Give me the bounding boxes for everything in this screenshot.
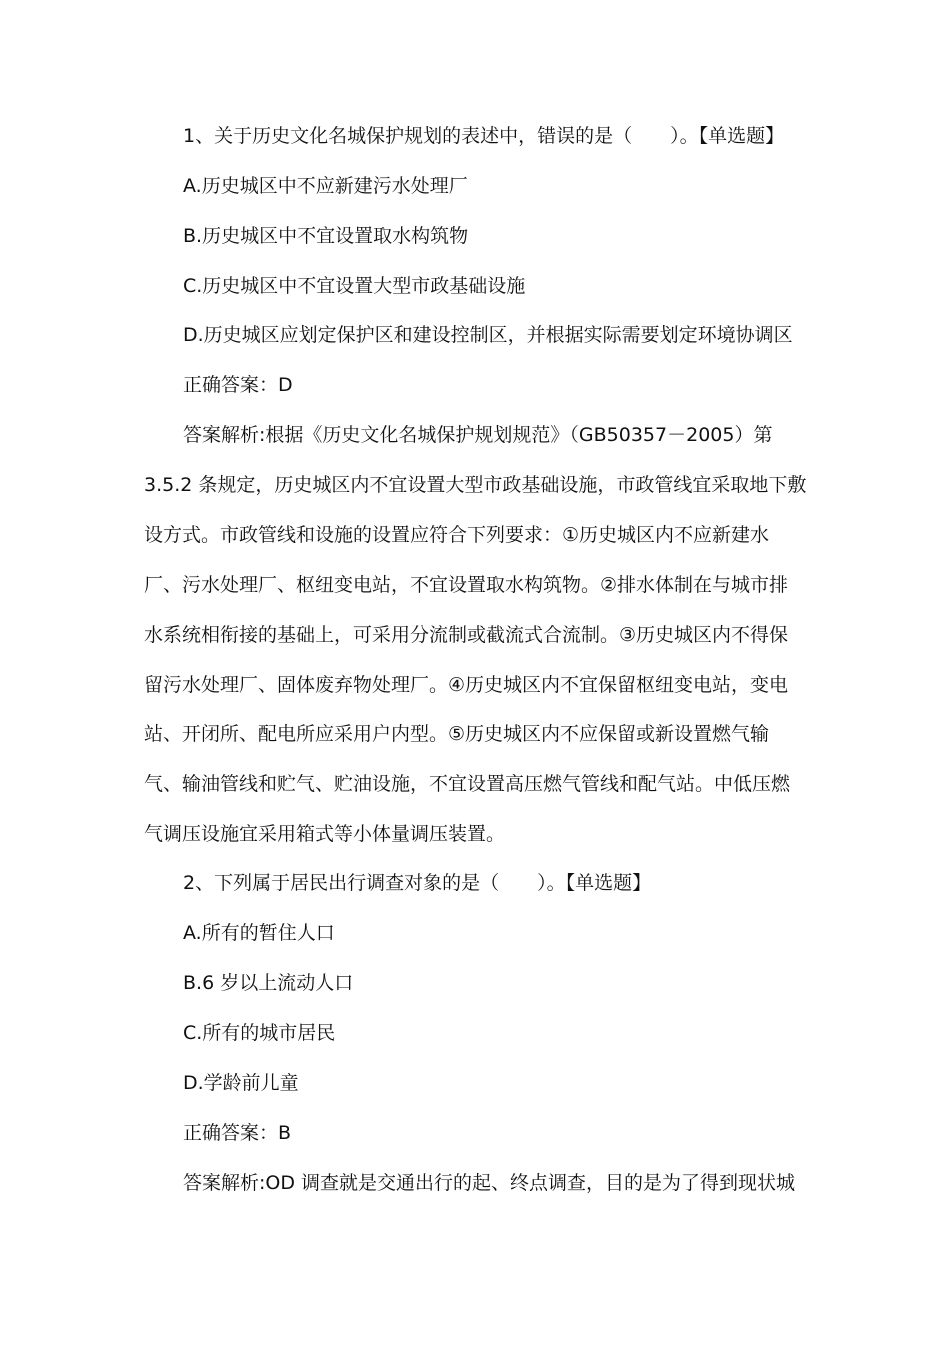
question-2-option-b: B.6 岁以上流动人口 [183, 972, 354, 994]
question-2-answer: 正确答案：B [183, 1122, 292, 1144]
question-1-analysis-line: 留污水处理厂、固体废弃物处理厂。④历史城区内不宜保留枢纽变电站，变电 [144, 674, 789, 696]
question-1-option-a: A.历史城区中不应新建污水处理厂 [183, 175, 468, 197]
question-1-analysis-line: 站、开闭所、配电所应采用户内型。⑤历史城区内不应保留或新设置燃气输 [144, 723, 770, 745]
question-1-answer: 正确答案：D [183, 374, 293, 396]
question-1-option-d: D.历史城区应划定保护区和建设控制区，并根据实际需要划定环境协调区 [183, 324, 793, 346]
question-1-analysis-line: 气、输油管线和贮气、贮油设施，不宜设置高压燃气管线和配气站。中低压燃 [144, 773, 791, 795]
question-2-option-d: D.学龄前儿童 [183, 1072, 299, 1094]
question-1-analysis-line: 气调压设施宜采用箱式等小体量调压装置。 [144, 823, 506, 845]
question-2-option-c: C.所有的城市居民 [183, 1022, 336, 1044]
question-1-analysis-line: 厂、污水处理厂、枢纽变电站，不宜设置取水构筑物。②排水体制在与城市排 [144, 574, 789, 596]
question-1-analysis-line: 设方式。市政管线和设施的设置应符合下列要求：①历史城区内不应新建水 [144, 524, 770, 546]
question-2-stem: 2、下列属于居民出行调查对象的是（ ）。【单选题】 [183, 872, 652, 894]
question-1-option-c: C.历史城区中不宜设置大型市政基础设施 [183, 275, 526, 297]
question-1-analysis-line: 3.5.2 条规定，历史城区内不宜设置大型市政基础设施，市政管线宜采取地下敷 [144, 474, 807, 496]
question-1-stem: 1、关于历史文化名城保护规划的表述中，错误的是（ ）。【单选题】 [183, 125, 785, 147]
question-1-option-b: B.历史城区中不宜设置取水构筑物 [183, 225, 469, 247]
question-2-option-a: A.所有的暂住人口 [183, 922, 335, 944]
question-2-analysis-line: 答案解析:OD 调查就是交通出行的起、终点调查，目的是为了得到现状城 [183, 1172, 796, 1194]
question-1-analysis-line: 答案解析:根据《历史文化名城保护规划规范》（GB50357－2005）第 [183, 424, 773, 446]
question-1-analysis-line: 水系统相衔接的基础上，可采用分流制或截流式合流制。③历史城区内不得保 [144, 624, 789, 646]
